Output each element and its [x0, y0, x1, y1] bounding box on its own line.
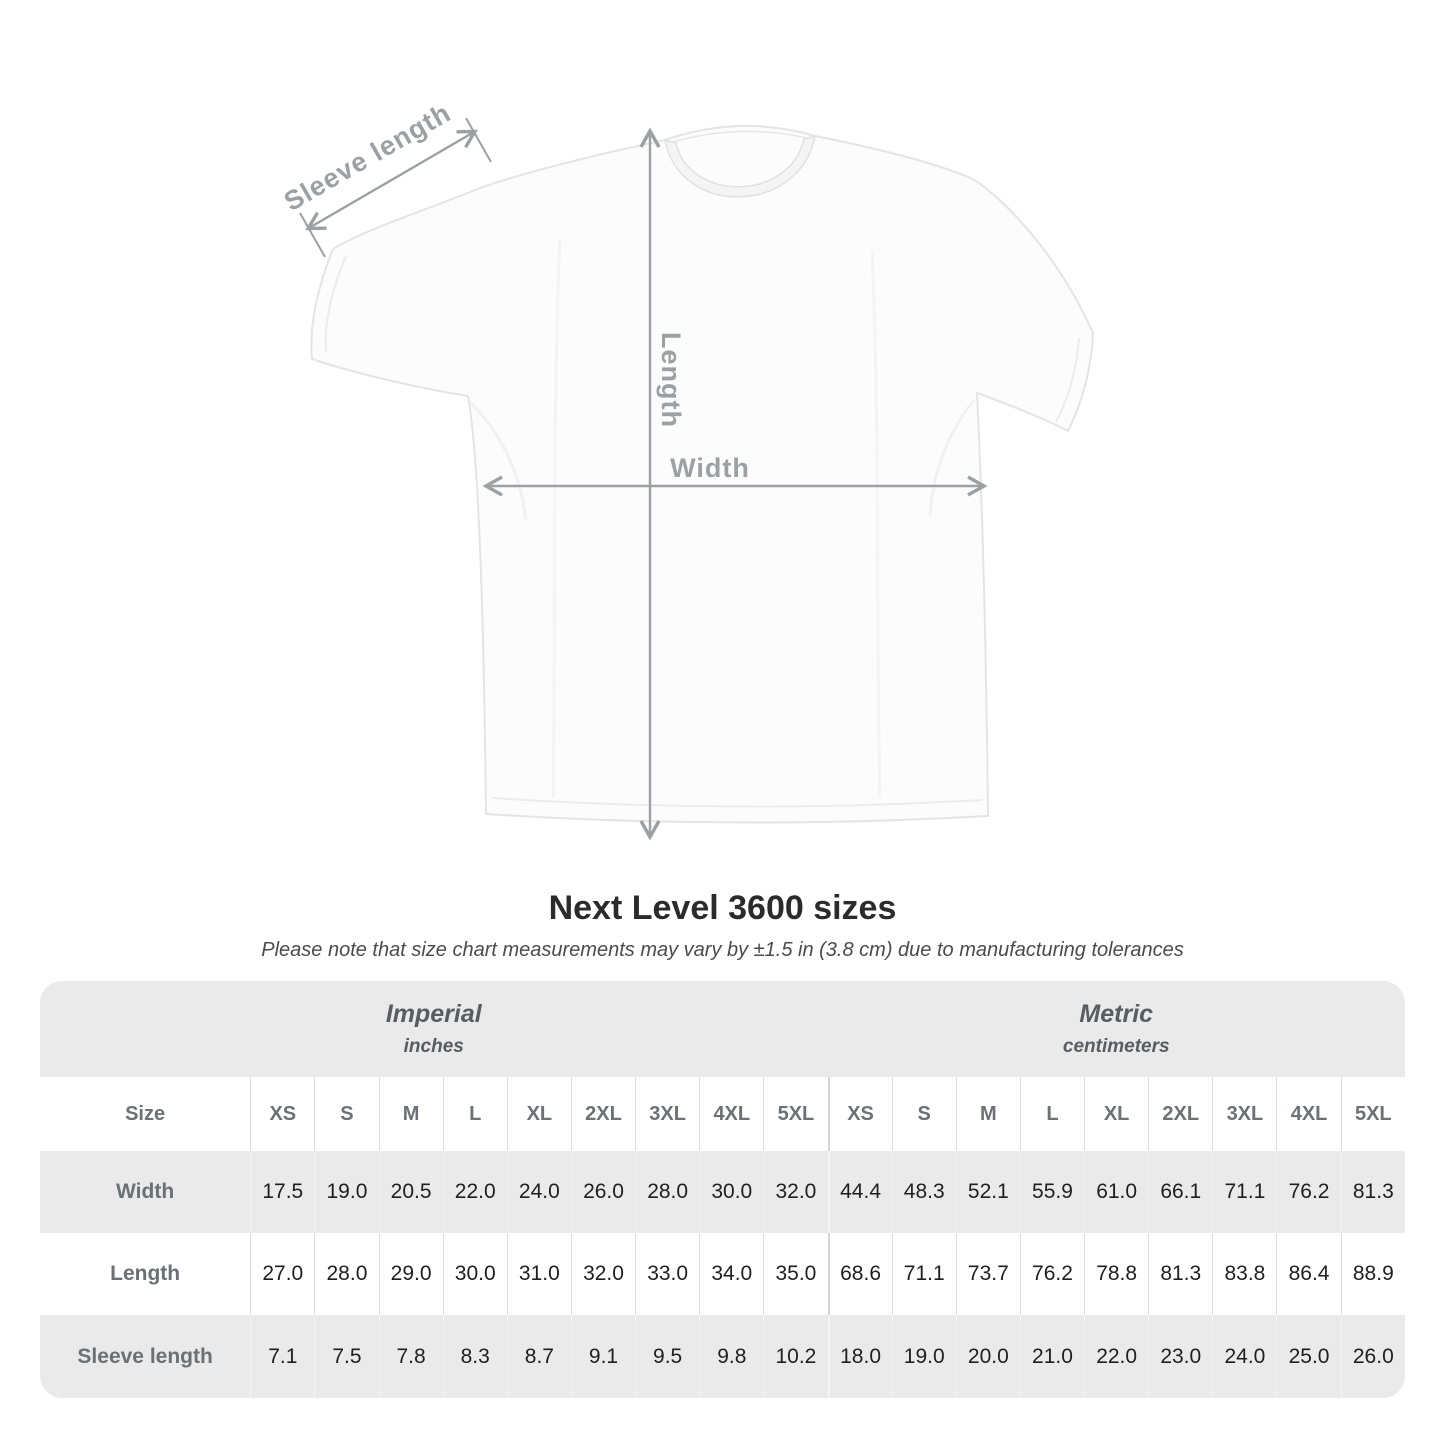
imperial-group-name: Imperial	[385, 1000, 482, 1028]
size-header-metric-l: L	[1020, 1077, 1084, 1151]
size-header-metric-xl: XL	[1084, 1077, 1148, 1151]
unit-group-header-row	[40, 981, 1405, 1077]
value-cell: 10.2	[763, 1315, 827, 1398]
value-cell: 18.0	[828, 1315, 892, 1398]
value-cell: 29.0	[379, 1233, 443, 1315]
width-label: Width	[670, 453, 750, 483]
value-cell: 83.8	[1212, 1233, 1276, 1315]
value-cell: 8.3	[443, 1315, 507, 1398]
value-cell: 9.1	[571, 1315, 635, 1398]
size-header-imperial-4xl: 4XL	[699, 1077, 763, 1151]
value-cell: 78.8	[1084, 1233, 1148, 1315]
value-cell: 76.2	[1020, 1233, 1084, 1315]
value-cell: 7.8	[379, 1315, 443, 1398]
size-header-metric-3xl: 3XL	[1212, 1077, 1276, 1151]
value-cell: 30.0	[699, 1151, 763, 1233]
size-header-imperial-2xl: 2XL	[571, 1077, 635, 1151]
value-cell: 32.0	[763, 1151, 827, 1233]
value-cell: 44.4	[828, 1151, 892, 1233]
value-cell: 19.0	[314, 1151, 378, 1233]
row-label: Length	[110, 1262, 181, 1285]
value-cell: 9.8	[699, 1315, 763, 1398]
value-cell: 68.6	[828, 1233, 892, 1315]
size-header-metric-xs: XS	[828, 1077, 892, 1151]
value-cell: 71.1	[892, 1233, 956, 1315]
value-cell: 19.0	[892, 1315, 956, 1398]
value-cell: 27.0	[250, 1233, 314, 1315]
size-header-imperial-m: M	[379, 1077, 443, 1151]
value-cell: 22.0	[1084, 1315, 1148, 1398]
value-cell: 28.0	[635, 1151, 699, 1233]
size-column-label: Size	[125, 1102, 166, 1125]
value-cell: 28.0	[314, 1233, 378, 1315]
value-cell: 20.5	[379, 1151, 443, 1233]
value-cell: 24.0	[507, 1151, 571, 1233]
imperial-group-header	[40, 981, 828, 1077]
metric-group-name: Metric	[1079, 1000, 1154, 1028]
metric-group-unit: centimeters	[1062, 1036, 1170, 1057]
row-label: Sleeve length	[77, 1344, 213, 1368]
size-header-imperial-xl: XL	[507, 1077, 571, 1151]
value-cell: 71.1	[1212, 1151, 1276, 1233]
size-header-imperial-xs: XS	[250, 1077, 314, 1151]
value-cell: 8.7	[507, 1315, 571, 1398]
value-cell: 31.0	[507, 1233, 571, 1315]
value-cell: 55.9	[1020, 1151, 1084, 1233]
value-cell: 61.0	[1084, 1151, 1148, 1233]
size-header-metric-m: M	[956, 1077, 1020, 1151]
value-cell: 48.3	[892, 1151, 956, 1233]
value-cell: 86.4	[1276, 1233, 1340, 1315]
value-cell: 35.0	[763, 1233, 827, 1315]
value-cell: 7.1	[250, 1315, 314, 1398]
value-cell: 66.1	[1148, 1151, 1212, 1233]
value-cell: 7.5	[314, 1315, 378, 1398]
sleeve-length-row	[40, 1315, 1405, 1398]
value-cell: 24.0	[1212, 1315, 1276, 1398]
sleeve-length-label: Sleeve length	[278, 97, 457, 217]
value-cell: 34.0	[699, 1233, 763, 1315]
width-row	[40, 1151, 1405, 1233]
size-header-metric-s: S	[892, 1077, 956, 1151]
value-cell: 32.0	[571, 1233, 635, 1315]
value-cell: 30.0	[443, 1233, 507, 1315]
length-label: Length	[656, 332, 686, 428]
size-header-imperial-3xl: 3XL	[635, 1077, 699, 1151]
value-cell: 81.3	[1341, 1151, 1405, 1233]
value-cell: 73.7	[956, 1233, 1020, 1315]
value-cell: 25.0	[1276, 1315, 1340, 1398]
value-cell: 21.0	[1020, 1315, 1084, 1398]
metric-group-header	[828, 981, 1406, 1077]
value-cell: 17.5	[250, 1151, 314, 1233]
value-cell: 9.5	[635, 1315, 699, 1398]
value-cell: 26.0	[571, 1151, 635, 1233]
size-header-imperial-l: L	[443, 1077, 507, 1151]
size-header-metric-5xl: 5XL	[1341, 1077, 1405, 1151]
value-cell: 23.0	[1148, 1315, 1212, 1398]
length-row	[40, 1233, 1405, 1315]
size-header-row	[40, 1077, 1405, 1151]
value-cell: 20.0	[956, 1315, 1020, 1398]
value-cell: 22.0	[443, 1151, 507, 1233]
size-header-metric-2xl: 2XL	[1148, 1077, 1212, 1151]
page-title: Next Level 3600 sizes	[548, 889, 897, 927]
value-cell: 26.0	[1341, 1315, 1405, 1398]
value-cell: 88.9	[1341, 1233, 1405, 1315]
size-table	[40, 981, 1405, 1398]
row-label: Width	[116, 1180, 175, 1203]
tolerance-note: Please note that size chart measurements may vary by ±1.5 in (3.8 cm) due to manufacturing tolerances	[261, 939, 1184, 961]
value-cell: 33.0	[635, 1233, 699, 1315]
value-cell: 81.3	[1148, 1233, 1212, 1315]
value-cell: 76.2	[1276, 1151, 1340, 1233]
imperial-group-unit: inches	[403, 1036, 464, 1057]
size-header-imperial-s: S	[314, 1077, 378, 1151]
value-cell: 52.1	[956, 1151, 1020, 1233]
size-header-imperial-5xl: 5XL	[763, 1077, 827, 1151]
size-header-metric-4xl: 4XL	[1276, 1077, 1340, 1151]
